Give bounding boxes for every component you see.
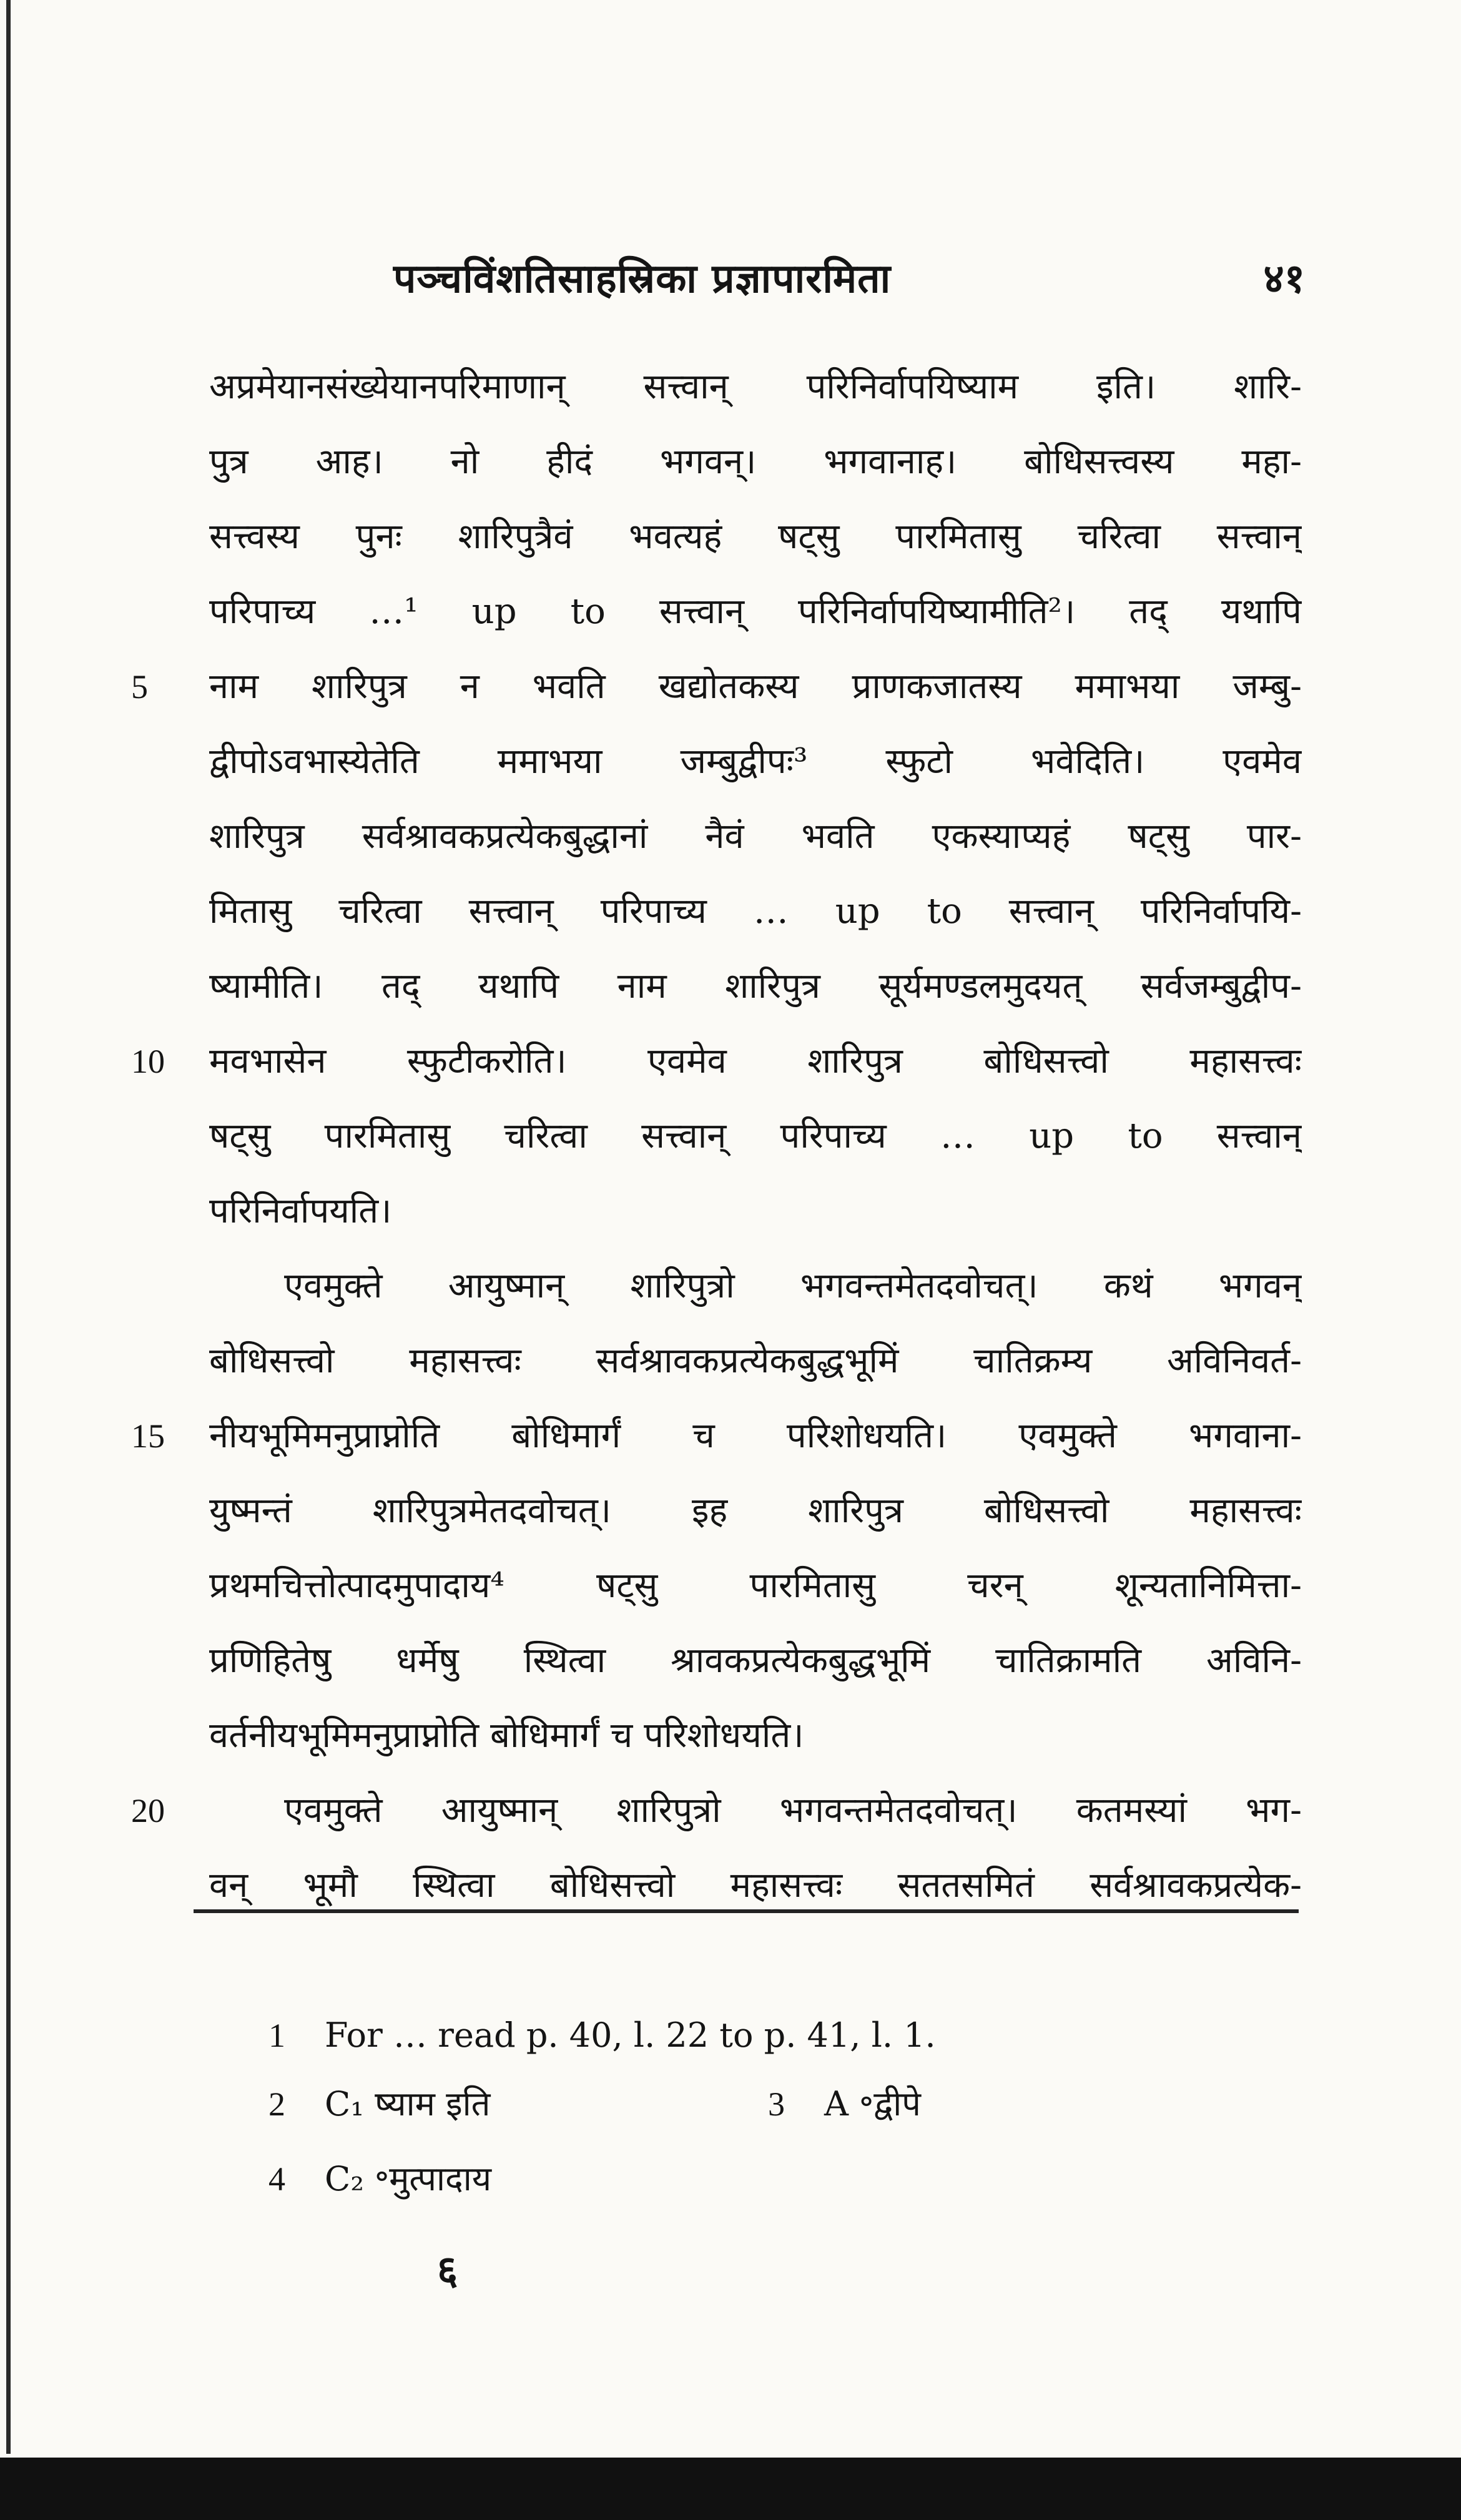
footnote-text: For … read p. 40, l. 22 to p. 41, l. 1.: [325, 2016, 936, 2055]
text-line-14: बोधिसत्त्वो महासत्त्वः सर्वश्रावकप्रत्येकबुद्धभूमिं चातिक्रम्य अविनिवर्त-: [209, 1341, 1302, 1381]
page-left-edge: [6, 0, 11, 2454]
line-number-15: 15: [131, 1417, 165, 1455]
text-line-6: द्वीपोऽवभास्येतेति ममाभया जम्बुद्वीपः³ स्फुटो भवेदिति। एवमेव: [209, 741, 1302, 782]
footnote-number: 1: [268, 2017, 285, 2054]
text-line-12: परिनिर्वापयति।: [209, 1191, 392, 1231]
text-line-19: वर्तनीयभूमिमनुप्राप्नोति बोधिमार्गं च परिशोधयति।: [209, 1715, 804, 1756]
line-number-5: 5: [131, 668, 148, 706]
text-line-18: प्रणिहितेषु धर्मेषु स्थित्वा श्रावकप्रत्येकबुद्धभूमिं चातिक्रामति अविनि-: [209, 1640, 1302, 1681]
text-line-16: युष्मन्तं शारिपुत्रमेतदवोचत्। इह शारिपुत्र बोधिसत्त्वो महासत्त्वः: [209, 1490, 1302, 1531]
text-line-17: प्रथमचित्तोत्पादमुपादाय⁴ षट्सु पारमितासु चरन् शून्यतानिमित्ता-: [209, 1565, 1302, 1606]
footnote-4: [268, 2148, 491, 2210]
footnote-text: C₁ ष्याम इति: [325, 2084, 491, 2124]
footnote-1: [268, 2004, 936, 2067]
text-line-13: एवमुक्ते आयुष्मान् शारिपुत्रो भगवन्तमेतदवोचत्। कथं भगवन्: [284, 1266, 1302, 1306]
line-number-10: 10: [131, 1043, 165, 1080]
footnote-number: 2: [268, 2085, 285, 2123]
footnote-divider: [194, 1909, 1299, 1913]
footnote-number: 4: [268, 2160, 285, 2198]
text-line-20: एवमुक्ते आयुष्मान् शारिपुत्रो भगवन्तमेतदवोचत्। कतमस्यां भग-: [284, 1790, 1302, 1831]
page-bottom-edge: [0, 2458, 1461, 2520]
line-number-20: 20: [131, 1792, 165, 1829]
footnote-number: 3: [768, 2085, 785, 2123]
text-line-2: पुत्र आह। नो हीदं भगवन्। भगवानाह। बोधिसत्त्वस्य महा-: [209, 441, 1302, 482]
text-line-3: सत्त्वस्य पुनः शारिपुत्रैवं भवत्यहं षट्सु पारमितासु चरित्वा सत्त्वान्: [209, 516, 1302, 557]
signature-mark: ६: [437, 2247, 458, 2294]
text-line-1: अप्रमेयानसंख्येयानपरिमाणान् सत्त्वान् परिनिर्वापयिष्याम इति। शारि-: [209, 367, 1302, 407]
text-line-9: ष्यामीति। तद् यथापि नाम शारिपुत्र सूर्यमण्डलमुदयत् सर्वजम्बुद्वीप-: [209, 966, 1302, 1007]
text-line-8: मितासु चरित्वा सत्त्वान् परिपाच्य … up to सत्त्वान् परिनिर्वापयि-: [209, 891, 1302, 932]
text-line-4: परिपाच्य …¹ up to सत्त्वान् परिनिर्वापयिष्यामीति²। तद् यथापि: [209, 591, 1302, 632]
page-title: पञ्चविंशतिसाहस्रिका प्रज्ञापारमिता: [393, 255, 892, 302]
text-line-15: नीयभूमिमनुप्राप्नोति बोधिमार्गं च परिशोधयति। एवमुक्ते भगवाना-: [209, 1415, 1302, 1456]
text-line-5: नाम शारिपुत्र न भवति खद्योतकस्य प्राणकजातस्य ममाभया जम्बु-: [209, 666, 1302, 707]
page-number: ४१: [1263, 255, 1305, 302]
text-line-10: मवभासेन स्फुटीकरोति। एवमेव शारिपुत्र बोधिसत्त्वो महासत्त्वः: [209, 1041, 1302, 1081]
text-line-21: वन् भूमौ स्थित्वा बोधिसत्त्वो महासत्त्वः सततसमितं सर्वश्रावकप्रत्येक-: [209, 1865, 1302, 1906]
text-line-11: षट्सु पारमितासु चरित्वा सत्त्वान् परिपाच्य … up to सत्त्वान्: [209, 1116, 1302, 1156]
page-header: [206, 250, 1305, 318]
footnote-3: [768, 2073, 921, 2135]
footnote-2: [268, 2073, 490, 2135]
footnote-text: A ॰द्वीपे: [824, 2084, 921, 2124]
text-line-7: शारिपुत्र सर्वश्रावकप्रत्येकबुद्धानां नैवं भवति एकस्याप्यहं षट्सु पार-: [209, 816, 1302, 857]
footnote-text: C₂ ॰मुत्पादाय: [325, 2159, 492, 2198]
